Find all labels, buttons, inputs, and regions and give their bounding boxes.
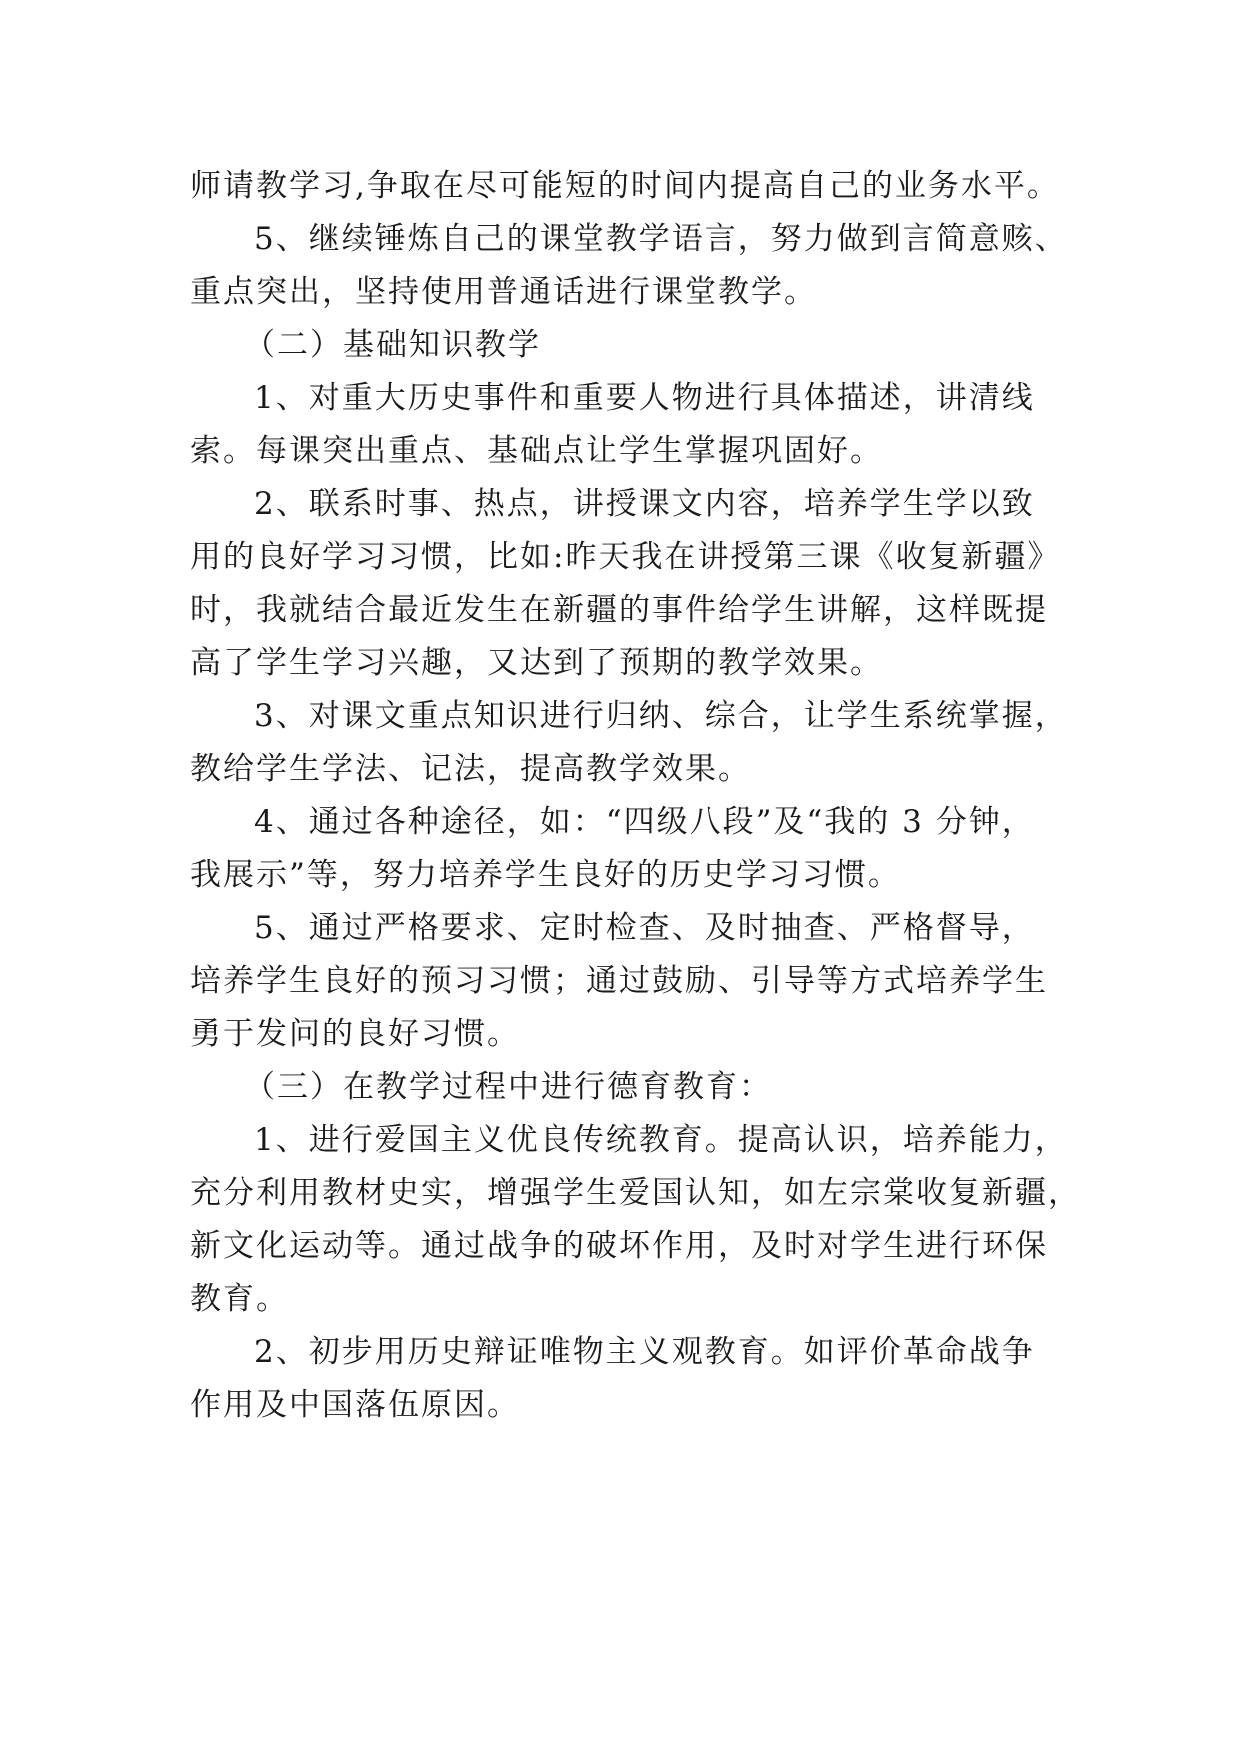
text-line: 新文化运动等。通过战争的破坏作用，及时对学生进行环保 <box>190 1228 1048 1264</box>
text-line: 教给学生学法、记法，提高教学效果。 <box>190 751 751 787</box>
section-heading: （三）在教学过程中进行德育教育： <box>244 1069 772 1105</box>
text-line: 2、联系时事、热点，讲授课文内容，培养学生学以致 <box>254 486 1035 522</box>
text-line: 我展示”等，努力培养学生良好的历史学习习惯。 <box>190 857 901 893</box>
text-line: 充分利用教材史实，增强学生爱国认知，如左宗棠收复新疆， <box>190 1175 1081 1211</box>
text-line: 培养学生良好的预习习惯；通过鼓励、引导等方式培养学生 <box>190 963 1048 999</box>
document-body <box>190 160 1090 1432</box>
section-heading: （二）基础知识教学 <box>244 327 541 363</box>
text-line: 时，我就结合最近发生在新疆的事件给学生讲解，这样既提 <box>190 592 1048 628</box>
text-line: 1、进行爱国主义优良传统教育。提高认识，培养能力， <box>254 1122 1068 1158</box>
text-line: 勇于发问的良好习惯。 <box>190 1016 520 1052</box>
text-line: 5、继续锤炼自己的课堂教学语言，努力做到言简意赅、 <box>254 221 1068 257</box>
text-line: 高了学生学习兴趣，又达到了预期的教学效果。 <box>190 645 883 681</box>
text-line: 5、通过严格要求、定时检查、及时抽查、严格督导， <box>254 910 1035 946</box>
text-line: 3、对课文重点知识进行归纳、综合，让学生系统掌握， <box>254 698 1068 734</box>
text-line: 用的良好学习习惯，比如:昨天我在讲授第三课《收复新疆》 <box>190 539 1061 575</box>
text-line: 4、通过各种途径，如：“四级八段”及“我的 3 分钟， <box>254 804 1035 840</box>
text-line: 2、初步用历史辩证唯物主义观教育。如评价革命战争 <box>254 1334 1035 1370</box>
text-line: 1、对重大历史事件和重要人物进行具体描述，讲清线 <box>254 380 1035 416</box>
text-line: 作用及中国落伍原因。 <box>190 1387 520 1423</box>
text-line: 重点突出，坚持使用普通话进行课堂教学。 <box>190 274 817 310</box>
text-line: 索。每课突出重点、基础点让学生掌握巩固好。 <box>190 433 883 469</box>
text-line: 师请教学习,争取在尽可能短的时间内提高自己的业务水平。 <box>190 168 1060 204</box>
text-line: 教育。 <box>190 1281 289 1317</box>
